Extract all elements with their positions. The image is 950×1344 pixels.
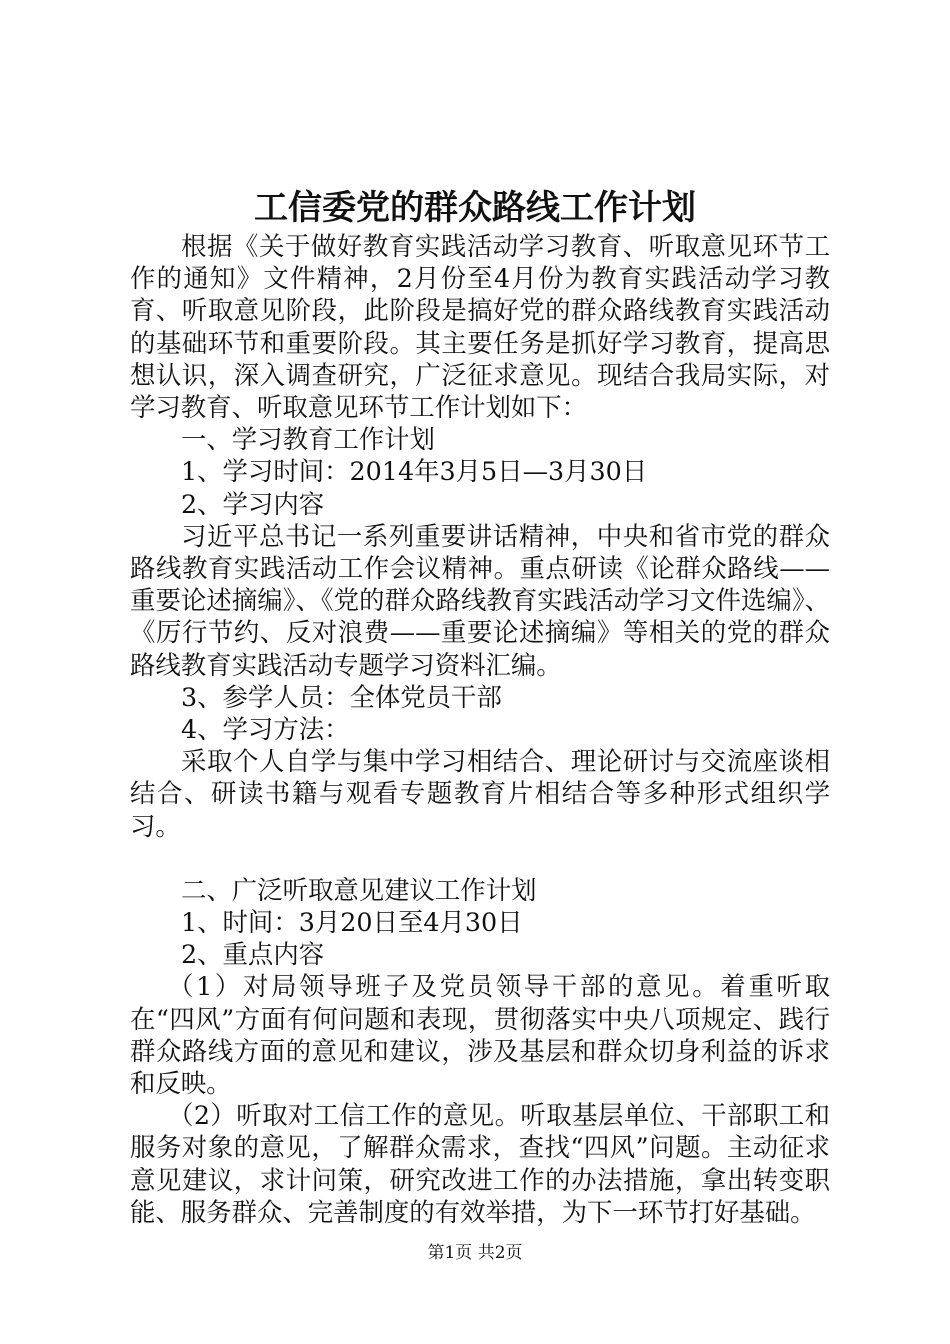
document-body xyxy=(130,230,830,1228)
section-spacer xyxy=(130,842,830,874)
opinions-focus-item-2: （2）听取对工信工作的意见。听取基层单位、干部职工和服务对象的意见，了解群众需求，查找“四风”问题。主动征求意见建议，求计问策，研究改进工作的办法措施，拿出转变职能、服务群众、完善制度的有效举措，为下一环节打好基础。 xyxy=(130,1100,830,1227)
study-time: 1、学习时间：2014年3月5日—3月30日 xyxy=(181,456,648,487)
opinions-time: 1、时间：3月20日至4月30日 xyxy=(181,907,523,938)
study-method-heading: 4、学习方法： xyxy=(181,714,350,745)
opinions-focus-item-1: （1）对局领导班子及党员领导干部的意见。着重听取在“四风”方面有何问题和表现，贯彻落实中央八项规定、践行群众路线方面的意见和建议，涉及基层和群众切身利益的诉求和反映。 xyxy=(130,971,830,1099)
intro-paragraph: 根据《关于做好教育实践活动学习教育、听取意见环节工作的通知》文件精神，2月份至4月份为教育实践活动学习教育、听取意见阶段，此阶段是搞好党的群众路线教育实践活动的基础环节和重要阶段。其主要任务是抓好学习教育，提高思想认识，深入调查研究，广泛征求意见。现结合我局实际，对学习教育、听取意见环节工作计划如下： xyxy=(130,231,830,423)
opinions-focus-heading: 2、重点内容 xyxy=(181,939,325,970)
study-content-paragraph: 习近平总书记一系列重要讲话精神，中央和省市党的群众路线教育实践活动工作会议精神。重点研读《论群众路线——重要论述摘编》、《党的群众路线教育实践活动学习文件选编》、《厉行节约、反对浪费——重要论述摘编》等相关的党的群众路线教育实践活动专题学习资料汇编。 xyxy=(130,520,830,680)
study-content-heading: 2、学习内容 xyxy=(181,488,325,519)
document-title: 工信委党的群众路线工作计划 xyxy=(254,188,696,228)
study-participants: 3、参学人员：全体党员干部 xyxy=(181,681,502,712)
study-method-paragraph: 采取个人自学与集中学习相结合、理论研讨与交流座谈相结合、研读书籍与观看专题教育片相结合等多种形式组织学习。 xyxy=(130,746,830,841)
section-heading-opinions: 二、广泛听取意见建议工作计划 xyxy=(181,874,537,905)
section-heading-study: 一、学习教育工作计划 xyxy=(181,424,435,455)
page-number-footer: 第1页 共2页 xyxy=(427,1243,523,1263)
